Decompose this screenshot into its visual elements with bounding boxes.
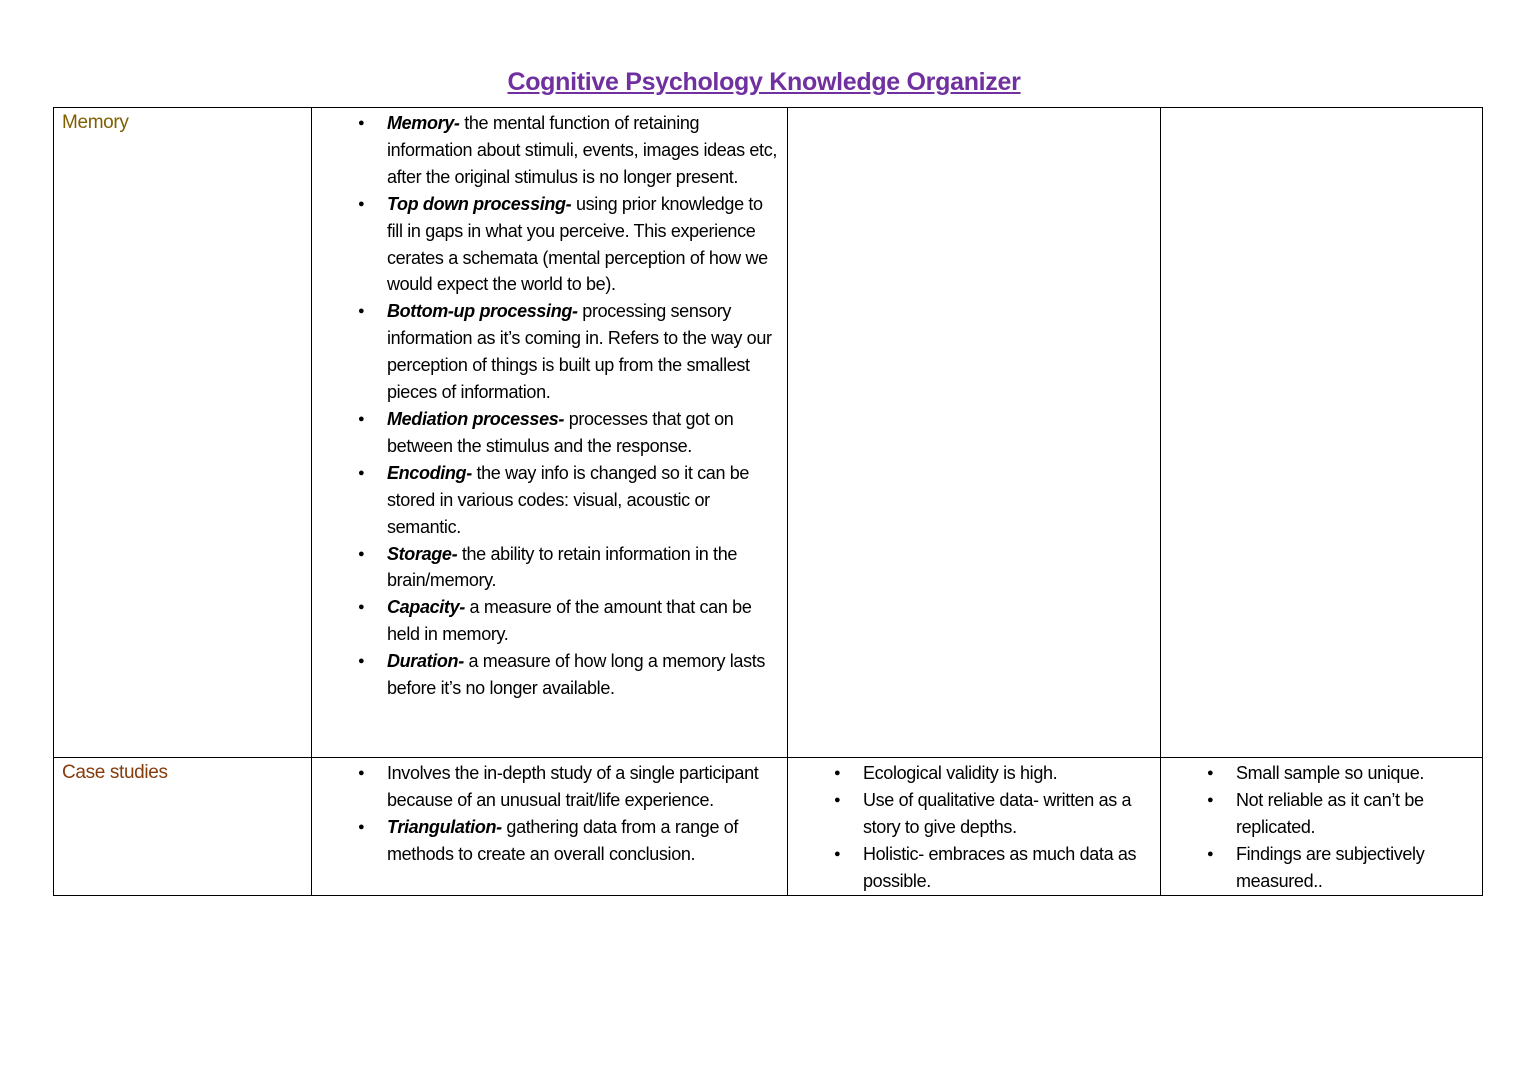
list-item <box>358 648 777 702</box>
term: Bottom-up processing- <box>387 301 578 322</box>
list-item-text: Use of qualitative data- written as a story to give depths. <box>863 789 1132 837</box>
list-item <box>358 814 777 868</box>
definition: Involves the in-depth study of a single participant because of an unusual trait/life experience. <box>387 763 759 810</box>
bullet-list <box>320 110 781 702</box>
bullet-list <box>320 760 781 868</box>
term: Triangulation- <box>387 816 502 837</box>
definition: gathering data from a range of methods to create an overall conclusion. <box>387 816 739 864</box>
list-item <box>834 787 1150 841</box>
bullet-icon: ● <box>834 847 841 860</box>
bullet-icon: ● <box>834 793 841 806</box>
bullet-icon: ● <box>358 305 365 318</box>
bullet-icon: ● <box>358 820 365 833</box>
definition: processing sensory information as it’s coming in. Refers to the way our perception of things is built up from the smallest pieces of information. <box>387 301 772 403</box>
list-item <box>1207 841 1472 895</box>
bullet-icon: ● <box>1207 793 1214 806</box>
definition: processes that got on between the stimulus and the response. <box>387 408 734 456</box>
list-item-text: Not reliable as it can’t be replicated. <box>1236 789 1424 837</box>
table-row-case-studies <box>54 758 1483 896</box>
strengths-cell <box>788 108 1161 758</box>
term: Mediation processes- <box>387 408 565 429</box>
list-item-text: Holistic- embraces as much data as possible. <box>863 843 1137 891</box>
list-item <box>358 191 777 299</box>
list-item <box>358 298 777 406</box>
list-item <box>1207 760 1472 787</box>
list-item-text: Small sample so unique. <box>1236 763 1425 783</box>
list-item <box>834 841 1150 895</box>
definition: the mental function of retaining information about stimuli, events, images ideas etc, after the original stimulus is no longer present. <box>387 113 777 187</box>
bullet-icon: ● <box>358 197 365 210</box>
bullet-icon: ● <box>1207 847 1214 860</box>
strengths-cell <box>788 758 1161 896</box>
list-item <box>358 110 777 191</box>
bullet-icon: ● <box>358 601 365 614</box>
definition: a measure of the amount that can be held in memory. <box>387 597 752 645</box>
bullet-icon: ● <box>834 767 841 779</box>
list-item <box>358 541 777 595</box>
topic-cell: Case studies <box>54 758 312 896</box>
list-item <box>358 406 777 460</box>
definition: the way info is changed so it can be stored in various codes: visual, acoustic or semantic. <box>387 462 750 537</box>
definition: using prior knowledge to fill in gaps in what you perceive. This experience cerates a schemata (mental perception of how we would expect the world to be). <box>387 193 768 295</box>
weaknesses-cell <box>1161 108 1483 758</box>
term: Top down processing- <box>387 193 572 214</box>
topic-cell: Memory <box>54 108 312 758</box>
description-cell <box>312 108 788 758</box>
list-item <box>834 760 1150 787</box>
bullet-icon: ● <box>358 655 365 668</box>
definition: the ability to retain information in the brain/memory. <box>387 543 738 591</box>
page-title: Cognitive Psychology Knowledge Organizer <box>507 68 1021 96</box>
bullet-icon: ● <box>358 547 365 560</box>
description-cell <box>312 758 788 896</box>
definition: a measure of how long a memory lasts before it’s no longer available. <box>387 651 766 699</box>
list-item-text: Ecological validity is high. <box>863 763 1058 783</box>
bullet-list <box>1169 760 1476 895</box>
list-item <box>358 460 777 541</box>
list-item <box>358 760 777 814</box>
term: Capacity- <box>387 597 465 618</box>
term: Duration- <box>387 651 464 672</box>
bullet-icon: ● <box>358 412 365 425</box>
list-item <box>358 594 777 648</box>
term: Encoding- <box>387 462 472 483</box>
list-item <box>1207 787 1472 841</box>
bullet-icon: ● <box>358 767 365 779</box>
term: Memory- <box>387 113 460 133</box>
bullet-icon: ● <box>1207 767 1214 779</box>
knowledge-organizer-table <box>53 107 1483 896</box>
table-row-memory <box>54 108 1483 758</box>
list-item-text: Findings are subjectively measured.. <box>1236 843 1425 891</box>
weaknesses-cell <box>1161 758 1483 896</box>
bullet-list <box>796 760 1154 895</box>
bullet-icon: ● <box>358 466 365 479</box>
bullet-icon: ● <box>358 117 365 129</box>
term: Storage- <box>387 543 458 564</box>
